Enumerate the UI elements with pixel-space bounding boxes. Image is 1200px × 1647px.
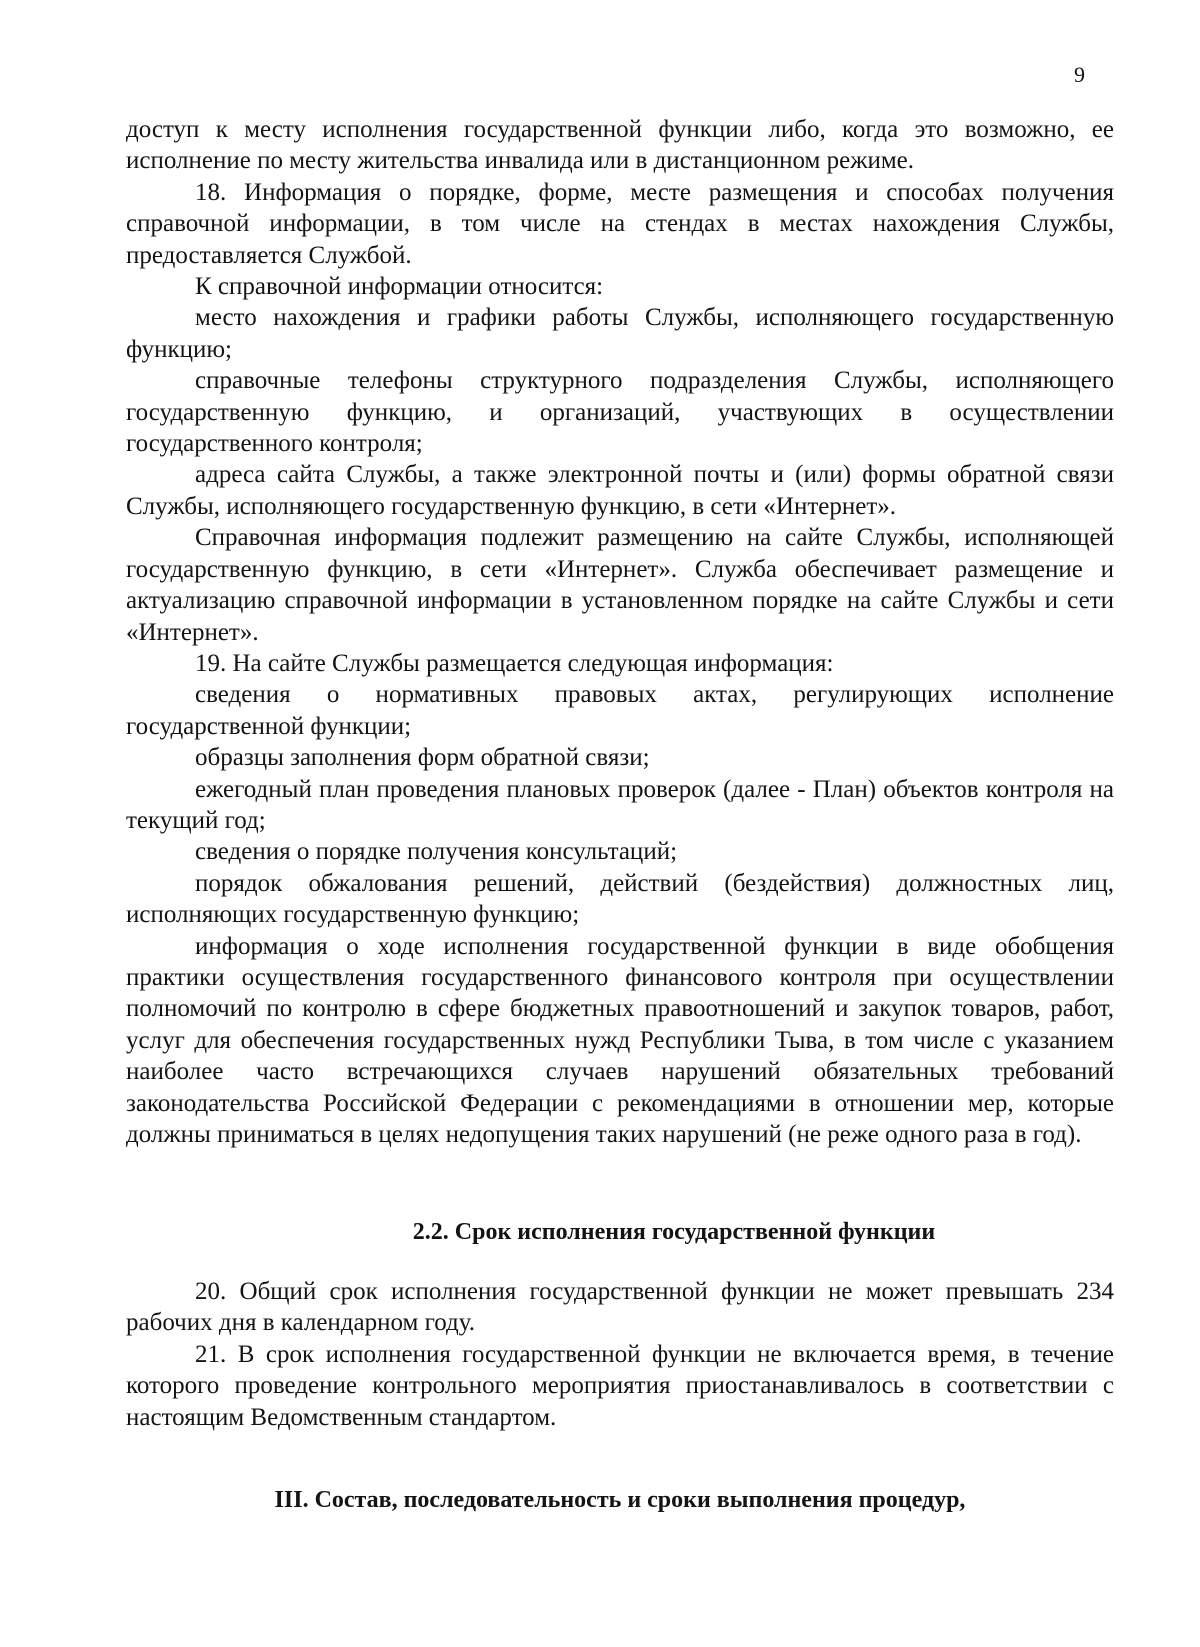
paragraph: место нахождения и графики работы Службы, исполняющего государственную функцию; <box>126 304 1114 363</box>
paragraph: информация о ходе исполнения государственной функции в виде обобщения практики осуществления государственного финансового контроля при осуществлении полномочий по контролю в сфере бюджетных правоотношений и закупок товаров, работ, услуг для обеспечения государственных нужд Республики Тыва, в том числе с указанием наиболее часто встречающихся случаев нарушений обязательных требований законодательства Российской Федерации с рекомендациями в отношении мер, которые должны приниматься в целях недопущения таких нарушений (не реже одного раза в год). <box>126 932 1114 1148</box>
text-block-2 <box>126 1276 1114 1433</box>
paragraph: образцы заполнения форм обратной связи; <box>195 744 650 772</box>
paragraph: сведения о порядке получения консультаций; <box>195 838 678 866</box>
section-heading-iii: III. Состав, последовательность и сроки выполнения процедур, <box>274 1487 966 1513</box>
paragraph: адреса сайта Службы, а также электронной почты и (или) формы обратной связи Службы, исполняющего государственную функцию, в сети «Интернет». <box>126 461 1114 520</box>
section-heading-2-2: 2.2. Срок исполнения государственной функции <box>412 1219 936 1245</box>
page-number: 9 <box>1074 62 1085 87</box>
paragraph: доступ к месту исполнения государственной функции либо, когда это возможно, ее исполнение по месту жительства инвалида или в дистанционном режиме. <box>126 116 1114 175</box>
paragraph: справочные телефоны структурного подразделения Службы, исполняющего государственную функцию, и организаций, участвующих в осуществлении государственного контроля; <box>126 367 1114 458</box>
paragraph: порядок обжалования решений, действий (бездействия) должностных лиц, исполняющих государственную функцию; <box>126 869 1114 929</box>
paragraph: 21. В срок исполнения государственной функции не включается время, в течение которого проведение контрольного мероприятия приостанавливалось в соответствии с настоящим Ведомственным стандартом. <box>126 1340 1114 1431</box>
paragraph: ежегодный план проведения плановых проверок (далее - План) объектов контроля на текущий год; <box>126 775 1114 834</box>
paragraph: сведения о нормативных правовых актах, регулирующих исполнение государственной функции; <box>126 681 1114 740</box>
paragraph: Справочная информация подлежит размещению на сайте Службы, исполняющей государственную функцию, в сети «Интернет». Служба обеспечивает размещение и актуализацию справочной информации в установленном порядке на сайте Службы и сети «Интернет». <box>126 524 1114 646</box>
paragraph: К справочной информации относится: <box>195 273 604 301</box>
paragraph: 18. Информация о порядке, форме, месте размещения и способах получения справочной информации, в том числе на стендах в местах нахождения Службы, предоставляется Службой. <box>126 178 1114 269</box>
paragraph: 19. На сайте Службы размещается следующая информация: <box>195 649 834 677</box>
paragraph: 20. Общий срок исполнения государственной функции не может превышать 234 рабочих дня в календарном году. <box>126 1278 1114 1337</box>
text-block-1 <box>126 114 1114 1150</box>
